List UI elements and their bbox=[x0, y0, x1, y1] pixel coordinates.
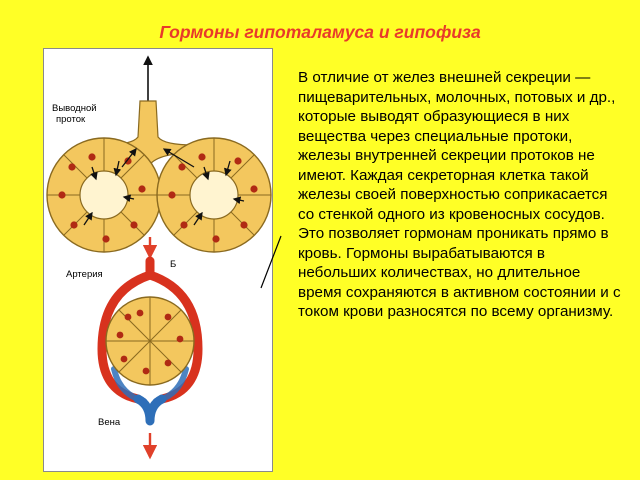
gland-illustration bbox=[43, 48, 273, 472]
label-artery: Артерия bbox=[66, 269, 103, 280]
label-b: Б bbox=[170, 259, 177, 270]
description-text: В отличие от желез внешней секреции — пищеварительных, молочных, потовых и др., которые выводят образующиеся в них вещества через специальные протоки, железы внутренней секреции протоков не имеют. Каждая секреторная клетка такой железы своей поверхностью соприкасается со стенкой одного из кровеносных сосудов. Это позволяет гормонам проникать прямо в кровь. Гормоны вырабатываются в небольших количествах, но длительное время сохраняются в активном состоянии и с током крови разносятся по всему организму. bbox=[298, 69, 621, 320]
pointer-line bbox=[255, 232, 285, 292]
label-duct-2: проток bbox=[56, 114, 86, 125]
label-vein: Вена bbox=[98, 417, 121, 428]
slide-title: Гормоны гипоталамуса и гипофиза bbox=[159, 22, 481, 42]
label-duct: Выводной bbox=[52, 103, 97, 114]
exocrine-acinus-left bbox=[47, 138, 161, 252]
